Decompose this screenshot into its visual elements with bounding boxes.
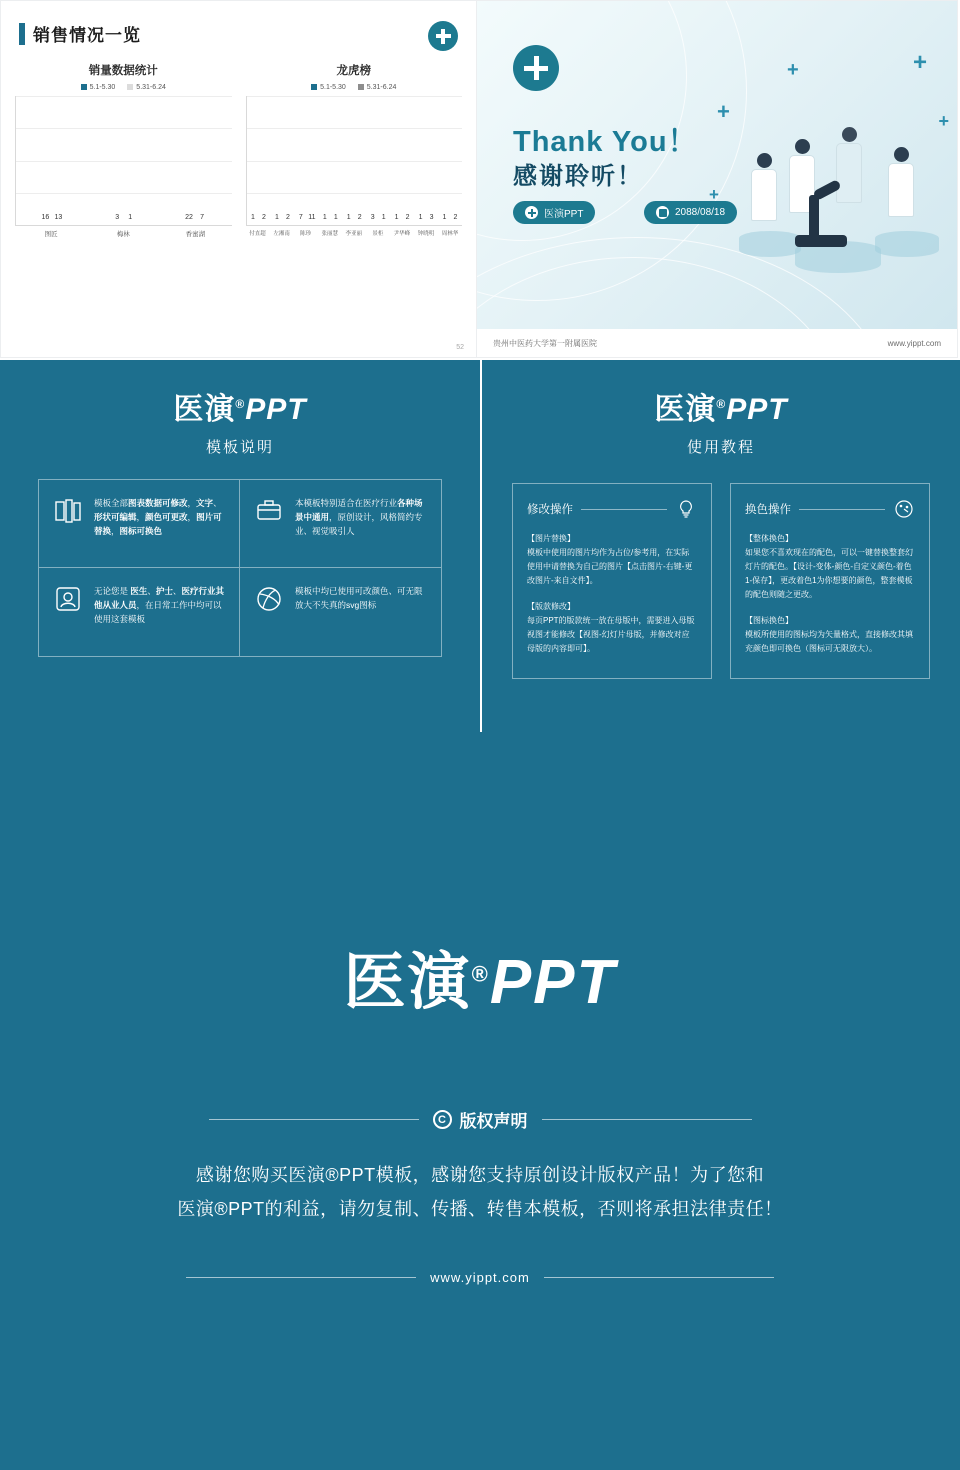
doctor-figure (885, 147, 917, 235)
chart-leaderboard (242, 62, 467, 238)
plus-icon: + (912, 49, 927, 76)
chart-title: 销量数据统计 (88, 65, 158, 77)
book-icon (53, 496, 83, 526)
slide-subtitle: 使用教程 (686, 439, 755, 456)
description-card (240, 480, 441, 568)
tutorial-paragraph (745, 614, 915, 656)
plus-icon: + (717, 99, 730, 124)
divider (542, 1119, 752, 1120)
brand-logo: 医演®PPT (654, 393, 788, 426)
copyright-url-row (0, 1270, 960, 1285)
legend-item: 5.1-5.30 (311, 84, 346, 91)
description-card (39, 568, 240, 656)
date-tag-label: 2088/08/18 (675, 207, 726, 218)
title-accent-bar (19, 23, 25, 45)
slide-copyright (0, 732, 960, 1470)
copyright-heading-row (0, 1107, 960, 1132)
description-card (240, 568, 441, 656)
chart-sales-statistics (11, 62, 236, 238)
cross-badge-icon (525, 206, 538, 219)
slide-template-description (0, 360, 480, 732)
footer-institution: 贵州中医药大学第一附属医院 (493, 338, 597, 348)
tutorial-paragraph-label: 【图标换色】 (745, 616, 793, 625)
tutorial-column-header (527, 498, 697, 520)
medical-cross-icon (428, 21, 458, 51)
website-url: www.yippt.com (430, 1270, 530, 1286)
tutorial-paragraph-body: 每页PPT的版款统一放在母版中，需要进入母版视图才能修改【视图-幻灯片母版，并修改对应母版的内容即可】。 (527, 616, 695, 653)
doctor-figure (833, 127, 865, 231)
copyright-heading (433, 1107, 528, 1132)
footer-url: www.yippt.com (887, 338, 941, 348)
tutorial-column-edit (512, 483, 712, 679)
medical-team-illustration (703, 35, 953, 285)
chart-plot-area: 1 2 1 2 7 11 1 1 1 2 3 1 1 2 1 3 1 2 (246, 96, 463, 226)
chart-plot-area: 16 13 3 1 22 7 (15, 96, 232, 226)
slide-thank-you (477, 0, 958, 358)
page-title: 销售情况一览 (33, 26, 141, 45)
legend-item: 5.1-5.30 (81, 84, 116, 91)
user-icon (53, 584, 83, 614)
slides-row-1 (0, 0, 960, 360)
slide-number: 52 (456, 344, 464, 351)
plus-icon: + (787, 59, 799, 81)
legend-item: 5.31-6.24 (127, 84, 166, 91)
brand-tag-label: 医演PPT (544, 209, 584, 220)
tutorial-column-header (745, 498, 915, 520)
chart-x-labels: 付直超 左湘南 陈珍 张丽慧 李亚丽 景柜 尹华峰 钟晓明 周林华 (249, 231, 459, 237)
thankyou-title-cn: 感谢聆听！ (513, 163, 643, 190)
divider (799, 509, 885, 510)
brand-logo-large: 医演®PPT (343, 948, 617, 1017)
box-icon (254, 496, 284, 526)
charts-container (1, 46, 476, 238)
calendar-icon (656, 206, 669, 219)
basketball-icon (254, 584, 284, 614)
legend-item: 5.31-6.24 (358, 84, 397, 91)
description-card-text: 本模板特别适合在医疗行业各种场景中通用，原创设计，风格简约专业、视觉吸引人 (295, 498, 423, 537)
divider (544, 1277, 774, 1278)
medical-cross-icon (513, 45, 559, 91)
brand-tag (513, 201, 595, 224)
copyright-heading-label: 版权声明 (459, 1112, 528, 1131)
description-card-text: 模板全部图表数据可修改，文字、形状可编辑，颜色可更改，图片可替换，图标可换色 (94, 498, 222, 537)
tutorial-paragraph-label: 【整体换色】 (745, 534, 793, 543)
chart-legend (11, 84, 236, 91)
slide-usage-tutorial (480, 360, 960, 732)
tutorial-paragraph (745, 532, 915, 602)
slides-row-2 (0, 360, 960, 732)
slide-title-block (1, 1, 476, 46)
slide-sales-overview (0, 0, 477, 358)
description-card (39, 480, 240, 568)
tutorial-paragraph (527, 532, 697, 588)
tutorial-paragraph-label: 【图片替换】 (527, 534, 575, 543)
copyright-icon: C (433, 1110, 452, 1129)
lightbulb-icon (675, 498, 697, 520)
tutorial-paragraph-body: 模板所使用的图标均为矢量格式，直接修改其填充颜色即可换色（图标可无限放大）。 (745, 630, 913, 653)
microscope-base (795, 235, 847, 247)
tutorial-columns (512, 483, 930, 679)
palette-icon (893, 498, 915, 520)
tutorial-paragraph-body: 如果您不喜欢现在的配色，可以一键替换整套幻灯片的配色。【设计-变体-颜色-自定义颜色-着色1-保存】，更改着色1为你想要的颜色，整套模板的配色则随之更改。 (745, 548, 913, 599)
divider (581, 509, 667, 510)
tutorial-paragraph (527, 600, 697, 656)
thankyou-title-en: Thank You！ (513, 126, 698, 158)
tutorial-heading: 换色操作 (745, 504, 791, 516)
tutorial-heading: 修改操作 (527, 504, 573, 516)
copyright-line: 医演®PPT的利益，请勿复制、传播、转售本模板，否则将承担法律责任！ (177, 1199, 783, 1220)
description-card-text: 无论您是 医生、护士、医疗行业其他从业人员，在日常工作中均可以使用这套模板 (94, 586, 224, 625)
tutorial-paragraph-label: 【版款修改】 (527, 602, 575, 611)
description-card-text: 模板中均已使用可改颜色、可无限放大不失真的svg图标 (295, 586, 423, 611)
plus-icon: + (938, 111, 949, 131)
copyright-line: 感谢您购买医演®PPT模板，感谢您支持原创设计版权产品！为了您和 (195, 1165, 765, 1185)
chart-x-labels: 图匠 梅林 香蜜湖 (44, 231, 206, 238)
divider (209, 1119, 419, 1120)
tutorial-column-recolor (730, 483, 930, 679)
description-cards (38, 479, 442, 657)
slide-footer (477, 329, 957, 357)
chart-title: 龙虎榜 (336, 65, 371, 77)
slide-subtitle: 模板说明 (205, 439, 274, 456)
tutorial-paragraph-body: 模板中使用的图片均作为占位/参考用，在实际使用中请替换为自己的图片【点击图片-右键-更改图片-来自文件】。 (527, 548, 693, 585)
divider (186, 1277, 416, 1278)
plus-icon: + (709, 185, 719, 204)
doctor-figure (749, 153, 779, 235)
copyright-body (0, 1158, 960, 1226)
chart-legend (242, 84, 467, 91)
brand-logo: 医演®PPT (173, 393, 307, 426)
